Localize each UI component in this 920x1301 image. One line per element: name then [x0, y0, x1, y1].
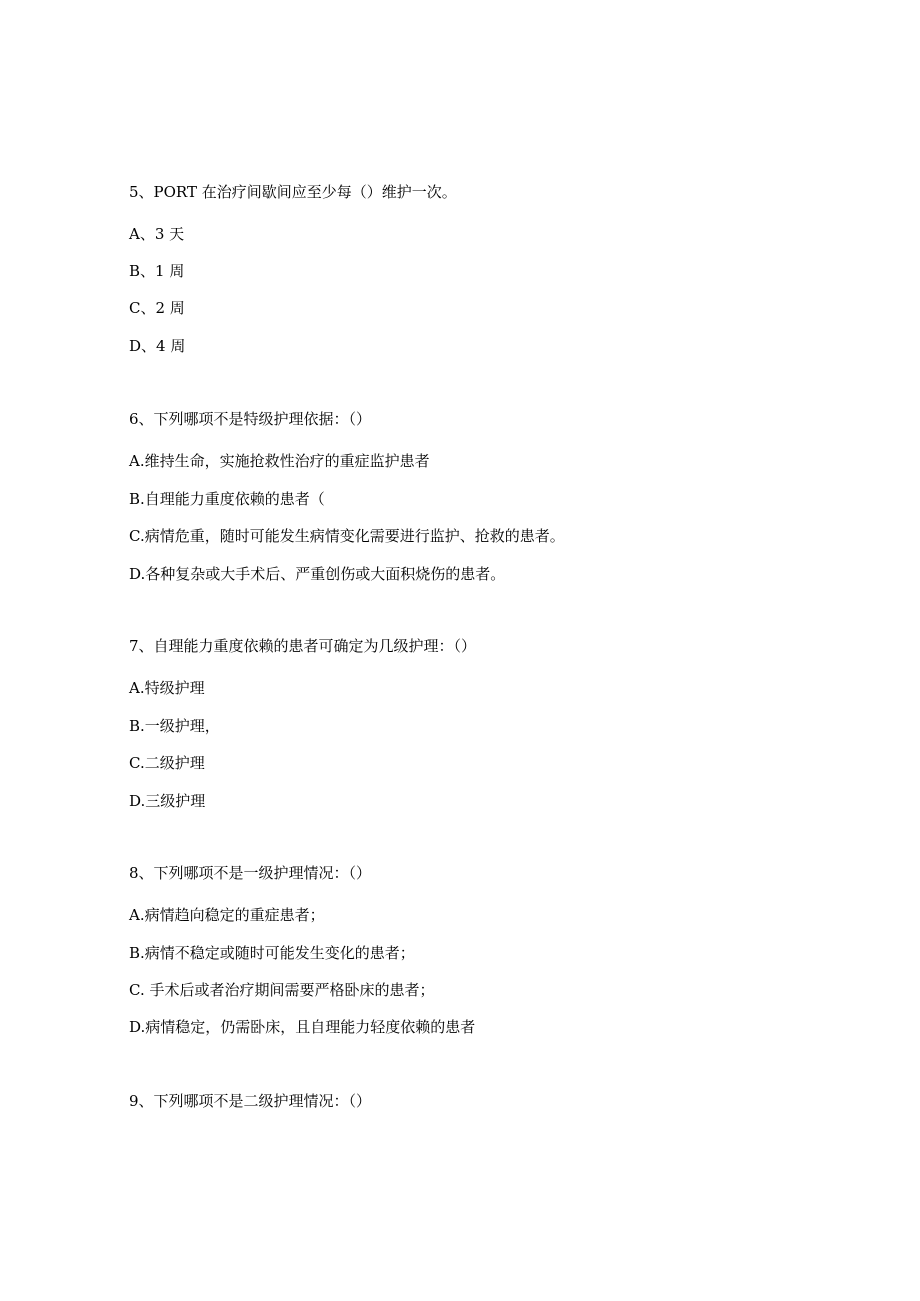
question-5-stem: 5、PORT 在治疗间歇间应至少每（）维护一次。 [129, 183, 457, 201]
question-7-option-b: B.一级护理， [129, 717, 220, 735]
question-6-option-c: C.病情危重，随时可能发生病情变化需要进行监护、抢救的患者。 [129, 527, 565, 545]
question-6-stem: 6、下列哪项不是特级护理依据：（） [129, 410, 372, 428]
question-5-option-d: D、4 周 [129, 337, 186, 355]
question-7-option-c: C.二级护理 [129, 754, 205, 772]
question-8-option-c: C. 手术后或者治疗期间需要严格卧床的患者； [129, 981, 435, 999]
question-6-option-b: B.自理能力重度依赖的患者（ [129, 490, 325, 508]
question-9-stem: 9、下列哪项不是二级护理情况：（） [129, 1092, 372, 1110]
question-6-option-d: D.各种复杂或大手术后、严重创伤或大面积烧伤的患者。 [129, 565, 506, 583]
question-8-option-d: D.病情稳定，仍需卧床，且自理能力轻度依赖的患者 [129, 1018, 476, 1036]
question-8-stem: 8、下列哪项不是一级护理情况：（） [129, 864, 372, 882]
question-8-option-b: B.病情不稳定或随时可能发生变化的患者； [129, 944, 415, 962]
question-6-option-a: A.维持生命，实施抢救性治疗的重症监护患者 [129, 452, 430, 470]
question-5-option-a: A、3 天 [129, 225, 185, 243]
question-8-option-a: A.病情趋向稳定的重症患者； [129, 906, 325, 924]
question-5-option-c: C、2 周 [129, 299, 185, 317]
question-7-stem: 7、自理能力重度依赖的患者可确定为几级护理：（） [129, 637, 477, 655]
question-5-option-b: B、1 周 [129, 262, 185, 280]
question-7-option-a: A.特级护理 [129, 679, 205, 697]
question-7-option-d: D.三级护理 [129, 792, 206, 810]
